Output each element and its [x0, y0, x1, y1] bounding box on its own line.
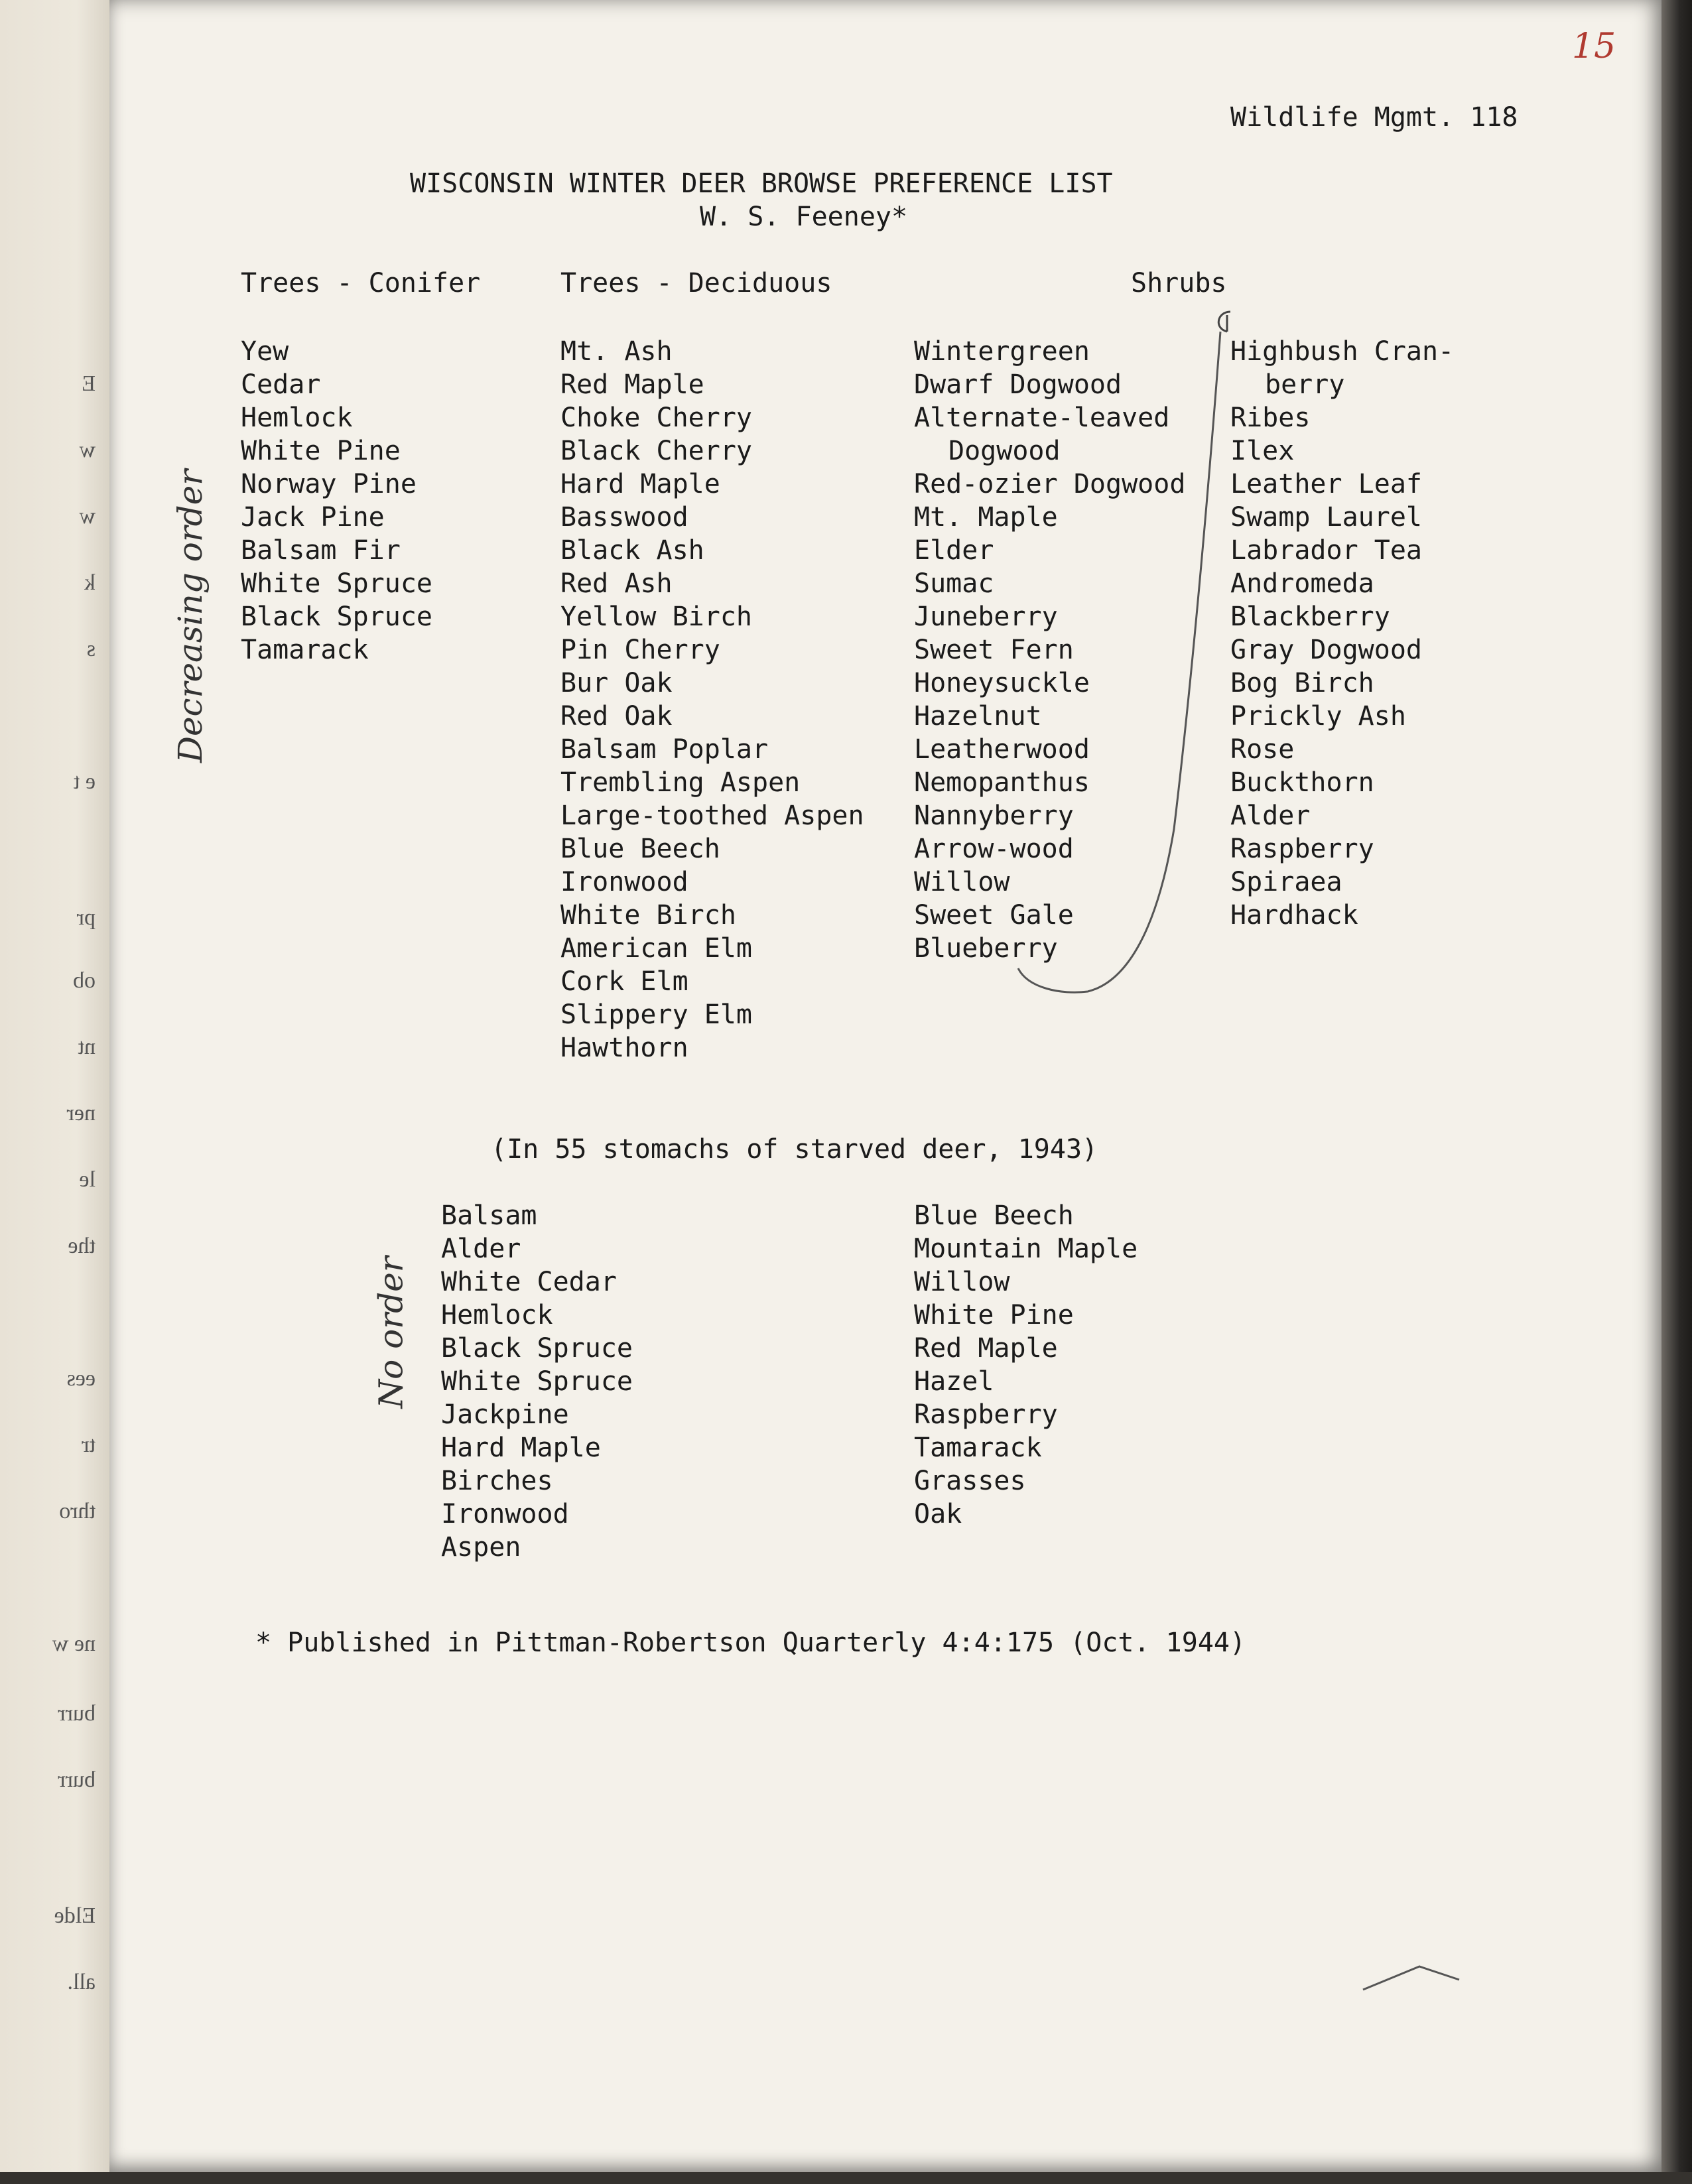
list-item: Nemopanthus: [914, 767, 1090, 798]
list-item: Alternate-leaved: [914, 403, 1170, 433]
list-item: Jackpine: [441, 1399, 569, 1430]
list-item: Hawthorn: [560, 1033, 688, 1063]
edge-fragment: Elde: [54, 1903, 96, 1928]
list-item: Sweet Gale: [914, 900, 1074, 931]
list-item: Black Cherry: [560, 436, 752, 466]
list-item: Ironwood: [560, 867, 688, 897]
conifer-heading: Trees - Conifer: [241, 268, 481, 298]
list-item: Hard Maple: [441, 1433, 601, 1463]
list-item: Bog Birch: [1230, 668, 1374, 698]
list-item: Labrador Tea: [1230, 535, 1422, 566]
edge-fragment: burr: [58, 1701, 96, 1726]
list-item: Jack Pine: [241, 502, 385, 533]
list-item: Gray Dogwood: [1230, 635, 1422, 665]
edge-fragment: nt: [78, 1035, 96, 1059]
list-item: Ilex: [1230, 436, 1295, 466]
list-item: White Spruce: [241, 568, 432, 599]
list-item: Norway Pine: [241, 469, 417, 499]
list-item: Hemlock: [241, 403, 353, 433]
edge-fragment: w: [79, 438, 96, 462]
list-item: Cedar: [241, 369, 321, 400]
edge-fragment: ees: [66, 1366, 96, 1391]
list-item: White Pine: [914, 1300, 1074, 1330]
list-item: Mt. Maple: [914, 502, 1058, 533]
document-author: W. S. Feeney*: [700, 202, 908, 232]
edge-fragment: le: [79, 1167, 96, 1192]
list-item: Pin Cherry: [560, 635, 720, 665]
list-item: Andromeda: [1230, 568, 1374, 599]
list-item: Willow: [914, 867, 1010, 897]
list-item: Cork Elm: [560, 966, 688, 997]
list-item: berry: [1265, 369, 1345, 400]
list-item: Wintergreen: [914, 336, 1090, 367]
list-item: Aspen: [441, 1532, 521, 1563]
list-item: Rose: [1230, 734, 1295, 765]
list-item: Hard Maple: [560, 469, 720, 499]
list-item: Alder: [1230, 801, 1311, 831]
list-item: Grasses: [914, 1466, 1026, 1496]
list-item: Hemlock: [441, 1300, 553, 1330]
list-item: Red Maple: [914, 1333, 1058, 1364]
list-item: White Cedar: [441, 1267, 617, 1297]
list-item: Balsam: [441, 1200, 537, 1231]
edge-fragment: pr: [76, 905, 96, 930]
list-item: Leather Leaf: [1230, 469, 1422, 499]
edge-fragment: the: [68, 1234, 96, 1258]
corner-tick-mark: [1363, 1966, 1459, 1990]
list-item: Red-ozier Dogwood: [914, 469, 1186, 499]
bracket-curve-stroke: [1018, 332, 1220, 992]
list-item: Large-toothed Aspen: [560, 801, 864, 831]
list-item: Black Spruce: [441, 1333, 633, 1364]
list-item: Dwarf Dogwood: [914, 369, 1122, 400]
list-item: Sweet Fern: [914, 635, 1074, 665]
handwritten-note-upper: Decreasing order: [171, 469, 210, 763]
list-item: Elder: [914, 535, 994, 566]
edge-fragment: E: [82, 371, 96, 396]
list-item: Trembling Aspen: [560, 767, 801, 798]
list-item: Bur Oak: [560, 668, 673, 698]
course-reference: Wildlife Mgmt. 118: [1230, 102, 1518, 133]
edge-fragment: thro: [59, 1499, 96, 1523]
list-item: Swamp Laurel: [1230, 502, 1422, 533]
list-item: Mountain Maple: [914, 1234, 1138, 1264]
list-item: Tamarack: [241, 635, 369, 665]
list-item: White Spruce: [441, 1366, 633, 1397]
list-item: Buckthorn: [1230, 767, 1374, 798]
list-item: Ribes: [1230, 403, 1311, 433]
edge-fragment: e t: [73, 769, 96, 794]
list-item: Sumac: [914, 568, 994, 599]
deciduous-heading: Trees - Deciduous: [560, 268, 832, 298]
list-item: Red Ash: [560, 568, 673, 599]
document-title: WISCONSIN WINTER DEER BROWSE PREFERENCE LIST: [410, 168, 1113, 199]
list-item: Willow: [914, 1267, 1010, 1297]
edge-fragment: tr: [82, 1433, 96, 1457]
list-item: Balsam Fir: [241, 535, 401, 566]
list-item: Blue Beech: [914, 1200, 1074, 1231]
edge-fragment: k: [84, 570, 96, 595]
list-item: Blueberry: [914, 933, 1058, 964]
list-item: Blue Beech: [560, 834, 720, 864]
list-item: Alder: [441, 1234, 521, 1264]
list-item: Tamarack: [914, 1433, 1042, 1463]
list-item: Leatherwood: [914, 734, 1090, 765]
list-item: Yellow Birch: [560, 602, 752, 632]
shrubs-heading: Shrubs: [1131, 268, 1227, 298]
list-item: Highbush Cran-: [1230, 336, 1455, 367]
list-item: Blackberry: [1230, 602, 1390, 632]
handwritten-note-lower: No order: [371, 1256, 411, 1409]
edge-fragment: w: [79, 504, 96, 529]
list-item: Hazel: [914, 1366, 994, 1397]
list-item: Prickly Ash: [1230, 701, 1406, 732]
list-item: Spiraea: [1230, 867, 1342, 897]
list-item: Red Maple: [560, 369, 704, 400]
page-number: 15: [1572, 27, 1616, 66]
list-item: Balsam Poplar: [560, 734, 769, 765]
list-item: Black Spruce: [241, 602, 432, 632]
list-item: Red Oak: [560, 701, 673, 732]
bracket-top-stroke: [1218, 312, 1230, 332]
edge-fragment: ner: [66, 1101, 96, 1125]
edge-fragment: ob: [73, 968, 96, 993]
list-item: Nannyberry: [914, 801, 1074, 831]
list-item: Birches: [441, 1466, 553, 1496]
list-item: Juneberry: [914, 602, 1058, 632]
stomachs-heading: (In 55 stomachs of starved deer, 1943): [491, 1134, 1098, 1165]
list-item: Slippery Elm: [560, 999, 752, 1030]
footnote: * Published in Pittman-Robertson Quarterly 4:4:175 (Oct. 1944): [255, 1628, 1246, 1658]
edge-fragment: burr: [58, 1767, 96, 1792]
list-item: Basswood: [560, 502, 688, 533]
list-item: Black Ash: [560, 535, 704, 566]
list-item: Hardhack: [1230, 900, 1358, 931]
list-item: Honeysuckle: [914, 668, 1090, 698]
list-item: Arrow-wood: [914, 834, 1074, 864]
list-item: White Pine: [241, 436, 401, 466]
list-item: American Elm: [560, 933, 752, 964]
list-item: White Birch: [560, 900, 736, 931]
list-item: Mt. Ash: [560, 336, 673, 367]
edge-fragment: ne w: [52, 1632, 96, 1656]
list-item: Hazelnut: [914, 701, 1042, 732]
list-item: Oak: [914, 1499, 962, 1529]
list-item: Dogwood: [948, 436, 1061, 466]
edge-fragment: all.: [67, 1970, 96, 1994]
edge-fragment: s: [86, 637, 96, 661]
list-item: Ironwood: [441, 1499, 569, 1529]
list-item: Yew: [241, 336, 289, 367]
list-item: Raspberry: [1230, 834, 1374, 864]
list-item: Raspberry: [914, 1399, 1058, 1430]
list-item: Choke Cherry: [560, 403, 752, 433]
